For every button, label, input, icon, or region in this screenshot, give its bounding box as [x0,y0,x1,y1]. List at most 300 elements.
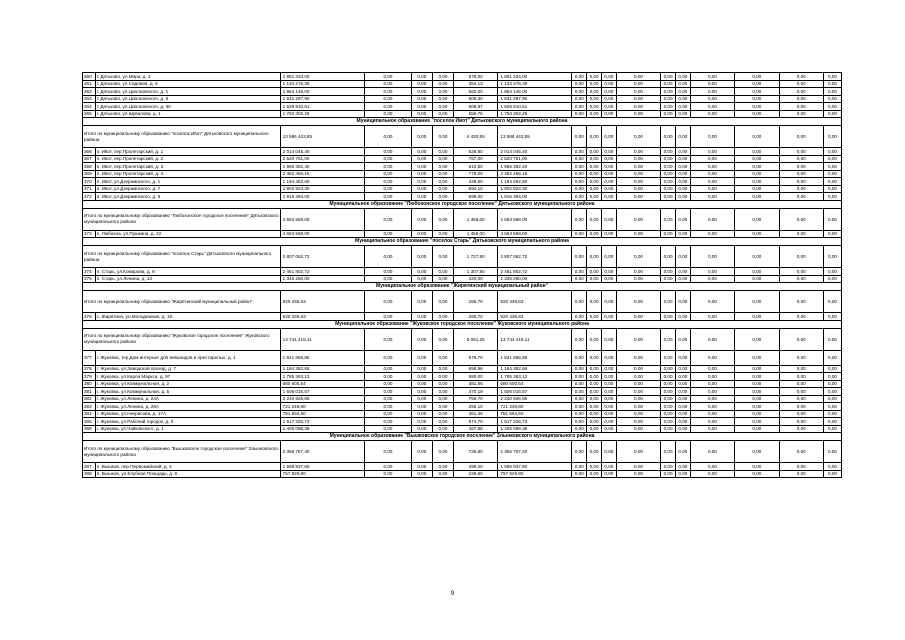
fund-cell: 0,00 [365,350,412,365]
zero-value-cell: 0,00 [616,208,660,230]
budget-cell: 0,00 [411,418,432,426]
zero-value-cell: 0,00 [779,470,823,478]
zero-value-cell: 0,00 [661,126,676,148]
budget-cell: 0,00 [411,80,432,88]
zero-value-cell: 0,00 [823,193,841,201]
zero-value-cell: 0,00 [661,208,676,230]
total-cost-2-cell: 1 783 302,28 [498,110,572,118]
budget-cell: 0,00 [411,463,432,471]
zero-value-cell: 0,00 [823,410,841,418]
row-number: 366 [83,148,96,156]
zero-value-cell: 0,00 [601,185,616,193]
zero-value-cell: 0,00 [675,208,690,230]
area-cell: 4 430,55 [454,126,498,148]
zero-value-cell: 0,00 [587,313,602,321]
zero-value-cell: 0,00 [601,80,616,88]
total-cost-2-cell: 3 807 062,72 [498,246,572,268]
fund-cell: 0,00 [365,103,412,111]
section-title: Муниципальное образование "поселок Ивот" Дятьковского муниципального района [83,118,842,126]
area-cell: 735,80 [454,441,498,463]
budget-cell: 0,00 [411,380,432,388]
zero-value-cell: 0,00 [823,328,841,350]
section-title: Муниципальное образование "Жуковское городское поселение" Жуковского муниципального района [83,320,842,328]
zero-value-cell: 0,00 [779,155,823,163]
table-row [83,365,842,373]
zero-value-cell: 0,00 [779,425,823,433]
zero-value-cell: 0,00 [690,126,734,148]
table-row [83,395,842,403]
zero-value-cell: 0,00 [661,88,676,96]
fund-cell: 0,00 [365,403,412,411]
zero-value-cell: 0,00 [690,80,734,88]
zero-value-cell: 0,00 [587,163,602,171]
zero-value-cell: 0,00 [572,88,587,96]
zero-value-cell: 0,00 [661,463,676,471]
zero-value-cell: 0,00 [601,178,616,186]
budget-cell: 0,00 [411,126,432,148]
area-cell: 361,46 [454,410,498,418]
zero-value-cell: 0,00 [587,441,602,463]
zero-value-cell: 0,00 [675,185,690,193]
zero-value-cell: 0,00 [675,148,690,156]
zero-value-cell: 0,00 [601,88,616,96]
area-cell: 1 456,00 [454,230,498,238]
table-row [83,463,842,471]
zero-value-cell: 0,00 [690,380,734,388]
address-cell: п. Ивот, ул.Дзержинского, д. 7 [95,185,280,193]
zero-value-cell: 0,00 [661,380,676,388]
owner-cell: 0,00 [432,313,453,321]
zero-value-cell: 0,00 [735,470,779,478]
zero-value-cell: 0,00 [823,441,841,463]
zero-value-cell: 0,00 [675,126,690,148]
address-cell: п. Вышков, ул.Клубная Площадь, д. 8 [95,470,280,478]
zero-value-cell: 0,00 [823,80,841,88]
zero-value-cell: 0,00 [616,365,660,373]
zero-value-cell: 0,00 [735,313,779,321]
zero-value-cell: 0,00 [735,95,779,103]
zero-value-cell: 0,00 [661,291,676,313]
zero-value-cell: 0,00 [690,268,734,276]
row-number: 379 [83,373,96,381]
zero-value-cell: 0,00 [779,350,823,365]
area-cell: 582,00 [454,88,498,96]
register-table-body [83,73,842,478]
zero-value-cell: 0,00 [735,170,779,178]
zero-value-cell: 0,00 [572,365,587,373]
zero-value-cell: 0,00 [601,95,616,103]
total-cost-2-cell: 1 345 260,00 [498,275,572,283]
table-row [83,425,842,433]
budget-cell: 0,00 [411,275,432,283]
fund-cell: 0,00 [365,418,412,426]
owner-cell: 0,00 [432,291,453,313]
row-number: 387 [83,463,96,471]
total-cost-2-cell: 1 405 098,38 [498,425,572,433]
zero-value-cell: 0,00 [675,110,690,118]
address-cell: п. Ивот, пер.Пролетарский, д. 1 [95,148,280,156]
zero-value-cell: 0,00 [690,291,734,313]
zero-value-cell: 0,00 [779,80,823,88]
table-row [83,388,842,396]
row-number: 386 [83,425,96,433]
row-number: 372 [83,193,96,201]
zero-value-cell: 0,00 [572,268,587,276]
budget-cell: 0,00 [411,95,432,103]
budget-cell: 0,00 [411,388,432,396]
zero-value-cell: 0,00 [616,291,660,313]
budget-cell: 0,00 [411,73,432,81]
budget-cell: 0,00 [411,350,432,365]
zero-value-cell: 0,00 [616,73,660,81]
table-row [83,275,842,283]
fund-cell: 0,00 [365,230,412,238]
area-cell: 236,60 [454,470,498,478]
zero-value-cell: 0,00 [735,373,779,381]
zero-value-cell: 0,00 [616,155,660,163]
register-table [82,72,842,478]
zero-value-cell: 0,00 [690,73,734,81]
zero-value-cell: 0,00 [601,380,616,388]
total-cost-2-cell: 1 617 326,73 [498,418,572,426]
zero-value-cell: 0,00 [735,418,779,426]
subtotal-row [83,208,842,230]
owner-cell: 0,00 [432,95,453,103]
zero-value-cell: 0,00 [823,73,841,81]
zero-value-cell: 0,00 [735,291,779,313]
zero-value-cell: 0,00 [735,350,779,365]
zero-value-cell: 0,00 [823,126,841,148]
section-title: Муниципальное образование "Вышковское городское поселение" Злынковского муниципального района [83,433,842,441]
zero-value-cell: 0,00 [572,155,587,163]
zero-value-cell: 0,00 [601,418,616,426]
area-cell: 556,76 [454,110,498,118]
table-row [83,193,842,201]
section-header-row [83,238,842,246]
row-number: 364 [83,103,96,111]
zero-value-cell: 0,00 [661,470,676,478]
budget-cell: 0,00 [411,155,432,163]
area-cell: 354,13 [454,80,498,88]
area-cell: 1 727,80 [454,246,498,268]
zero-value-cell: 0,00 [616,163,660,171]
total-cost-cell: 721 249,80 [280,403,365,411]
subtotal-label: Итого по муниципальному образованию "поселок Ивот" Дятьковского муниципального района [83,126,281,148]
zero-value-cell: 0,00 [735,155,779,163]
total-cost-2-cell: 1 821 856,85 [498,350,572,365]
register-table-container [82,72,842,478]
zero-value-cell: 0,00 [735,388,779,396]
zero-value-cell: 0,00 [779,110,823,118]
zero-value-cell: 0,00 [823,103,841,111]
fund-cell: 0,00 [365,155,412,163]
budget-cell: 0,00 [411,470,432,478]
zero-value-cell: 0,00 [690,208,734,230]
table-row [83,185,842,193]
row-number: 361 [83,80,96,88]
owner-cell: 0,00 [432,148,453,156]
total-cost-cell: 1 915 394,00 [280,193,365,201]
zero-value-cell: 0,00 [601,328,616,350]
zero-value-cell: 0,00 [779,403,823,411]
table-row [83,80,842,88]
row-number: 365 [83,110,96,118]
zero-value-cell: 0,00 [779,193,823,201]
row-number: 388 [83,470,96,478]
zero-value-cell: 0,00 [690,418,734,426]
zero-value-cell: 0,00 [616,441,660,463]
zero-value-cell: 0,00 [735,230,779,238]
zero-value-cell: 0,00 [823,95,841,103]
zero-value-cell: 0,00 [587,365,602,373]
zero-value-cell: 0,00 [735,163,779,171]
total-cost-cell: 781 594,50 [280,410,365,418]
zero-value-cell: 0,00 [823,350,841,365]
zero-value-cell: 0,00 [690,103,734,111]
zero-value-cell: 0,00 [675,193,690,201]
zero-value-cell: 0,00 [823,470,841,478]
budget-cell: 0,00 [411,110,432,118]
total-cost-2-cell: 2 240 926,85 [498,395,572,403]
zero-value-cell: 0,00 [601,268,616,276]
zero-value-cell: 0,00 [572,163,587,171]
zero-value-cell: 0,00 [779,395,823,403]
zero-value-cell: 0,00 [675,425,690,433]
address-cell: г. Жуковка, ул.Коммунальная, д. 5 [95,388,280,396]
row-number: 381 [83,388,96,396]
fund-cell: 0,00 [365,313,412,321]
budget-cell: 0,00 [411,178,432,186]
owner-cell: 0,00 [432,155,453,163]
fund-cell: 0,00 [365,470,412,478]
total-cost-2-cell: 2 461 802,72 [498,268,572,276]
fund-cell: 0,00 [365,410,412,418]
zero-value-cell: 0,00 [779,170,823,178]
total-cost-cell: 1 956 392,40 [280,163,365,171]
address-cell: п. Ивот, пер.Пролетарский, д. 3 [95,163,280,171]
area-cell: 775,05 [454,170,498,178]
fund-cell: 0,00 [365,95,412,103]
zero-value-cell: 0,00 [735,246,779,268]
zero-value-cell: 0,00 [823,395,841,403]
budget-cell: 0,00 [411,395,432,403]
zero-value-cell: 0,00 [779,246,823,268]
fund-cell: 0,00 [365,441,412,463]
page-number: 9 [450,591,455,597]
zero-value-cell: 0,00 [735,380,779,388]
zero-value-cell: 0,00 [587,403,602,411]
address-cell: п. Любохна, ул.Пушкина, д. 22 [95,230,280,238]
budget-cell: 0,00 [411,148,432,156]
zero-value-cell: 0,00 [616,275,660,283]
total-cost-2-cell: 2 482 465,15 [498,170,572,178]
area-cell: 5 061,25 [454,328,498,350]
zero-value-cell: 0,00 [601,388,616,396]
zero-value-cell: 0,00 [675,291,690,313]
zero-value-cell: 0,00 [823,463,841,471]
zero-value-cell: 0,00 [823,275,841,283]
fund-cell: 0,00 [365,380,412,388]
total-cost-cell: 1 631 287,90 [280,95,365,103]
zero-value-cell: 0,00 [675,275,690,283]
zero-value-cell: 0,00 [823,170,841,178]
address-cell: г. Жуковка, ул.Чайковского, д. 1 [95,425,280,433]
total-cost-2-cell: 13 986 443,85 [498,126,572,148]
zero-value-cell: 0,00 [601,425,616,433]
total-cost-cell: 1 598 937,60 [280,463,365,471]
owner-cell: 0,00 [432,328,453,350]
zero-value-cell: 0,00 [616,380,660,388]
fund-cell: 0,00 [365,275,412,283]
address-cell: г. Дятьково, ул.Шувалова, д. 1 [95,110,280,118]
subtotal-label: Итого по муниципальному образованию "Любохонское городское поселение" Дятьковского муниципального района [83,208,281,230]
fund-cell: 0,00 [365,365,412,373]
zero-value-cell: 0,00 [601,365,616,373]
fund-cell: 0,00 [365,185,412,193]
zero-value-cell: 0,00 [661,313,676,321]
address-cell: п. Ивот, ул.Дзержинского, д. 9 [95,193,280,201]
zero-value-cell: 0,00 [675,365,690,373]
zero-value-cell: 0,00 [572,103,587,111]
table-row [83,103,842,111]
zero-value-cell: 0,00 [735,126,779,148]
zero-value-cell: 0,00 [572,230,587,238]
owner-cell: 0,00 [432,425,453,433]
table-row [83,403,842,411]
zero-value-cell: 0,00 [690,365,734,373]
zero-value-cell: 0,00 [616,95,660,103]
table-row [83,230,842,238]
address-cell: п. Старь, ул.Комарова, д. 8 [95,268,280,276]
zero-value-cell: 0,00 [616,193,660,201]
total-cost-2-cell: 1 851 334,00 [498,73,572,81]
zero-value-cell: 0,00 [616,103,660,111]
zero-value-cell: 0,00 [587,291,602,313]
zero-value-cell: 0,00 [572,193,587,201]
total-cost-2-cell: 1 631 287,90 [498,95,572,103]
zero-value-cell: 0,00 [587,373,602,381]
zero-value-cell: 0,00 [572,246,587,268]
zero-value-cell: 0,00 [675,230,690,238]
zero-value-cell: 0,00 [616,88,660,96]
zero-value-cell: 0,00 [601,313,616,321]
zero-value-cell: 0,00 [587,88,602,96]
area-cell: 1 456,00 [454,208,498,230]
zero-value-cell: 0,00 [587,155,602,163]
area-cell: 628,80 [454,148,498,156]
total-cost-cell: 2 356 767,40 [280,441,365,463]
zero-value-cell: 0,00 [675,388,690,396]
owner-cell: 0,00 [432,170,453,178]
budget-cell: 0,00 [411,291,432,313]
zero-value-cell: 0,00 [735,395,779,403]
zero-value-cell: 0,00 [661,230,676,238]
zero-value-cell: 0,00 [735,73,779,81]
budget-cell: 0,00 [411,365,432,373]
zero-value-cell: 0,00 [587,170,602,178]
address-cell: г. Дятьково, ул.Циолковского, д. 30 [95,103,280,111]
zero-value-cell: 0,00 [572,178,587,186]
owner-cell: 0,00 [432,88,453,96]
area-cell: 509,30 [454,95,498,103]
zero-value-cell: 0,00 [675,470,690,478]
fund-cell: 0,00 [365,425,412,433]
zero-value-cell: 0,00 [675,73,690,81]
area-cell: 1 307,80 [454,268,498,276]
zero-value-cell: 0,00 [690,246,734,268]
address-cell: г. Жуковка, ул.Некрасова, д. 17А [95,410,280,418]
zero-value-cell: 0,00 [587,350,602,365]
budget-cell: 0,00 [411,208,432,230]
area-cell: 690,00 [454,373,498,381]
address-cell: г. Жуковка, ул.Рабочий городок, д. 3 [95,418,280,426]
zero-value-cell: 0,00 [823,291,841,313]
section-header-row [83,200,842,208]
row-number: 384 [83,410,96,418]
zero-value-cell: 0,00 [735,410,779,418]
zero-value-cell: 0,00 [675,373,690,381]
zero-value-cell: 0,00 [823,155,841,163]
row-number: 371 [83,185,96,193]
zero-value-cell: 0,00 [661,403,676,411]
total-cost-2-cell: 1 629 910,61 [498,103,572,111]
total-cost-cell: 920 436,63 [280,291,365,313]
zero-value-cell: 0,00 [779,275,823,283]
zero-value-cell: 0,00 [735,275,779,283]
zero-value-cell: 0,00 [779,380,823,388]
zero-value-cell: 0,00 [587,208,602,230]
zero-value-cell: 0,00 [587,185,602,193]
total-cost-2-cell: 1 134 278,39 [498,80,572,88]
zero-value-cell: 0,00 [661,155,676,163]
zero-value-cell: 0,00 [601,395,616,403]
total-cost-cell: 1 506 016,57 [280,388,365,396]
zero-value-cell: 0,00 [779,178,823,186]
zero-value-cell: 0,00 [823,185,841,193]
zero-value-cell: 0,00 [587,470,602,478]
area-cell: 265,70 [454,313,498,321]
zero-value-cell: 0,00 [779,388,823,396]
section-header-row [83,320,842,328]
zero-value-cell: 0,00 [601,291,616,313]
area-cell: 598,00 [454,193,498,201]
area-cell: 759,70 [454,395,498,403]
zero-value-cell: 0,00 [675,88,690,96]
row-number: 380 [83,380,96,388]
row-number: 367 [83,155,96,163]
zero-value-cell: 0,00 [572,410,587,418]
zero-value-cell: 0,00 [587,425,602,433]
zero-value-cell: 0,00 [661,425,676,433]
area-cell: 610,80 [454,163,498,171]
subtotal-label: Итого по муниципальному образованию "Жуковское городское поселение" Жуковского муниципального района [83,328,281,350]
total-cost-cell: 1 134 278,39 [280,80,365,88]
total-cost-cell: 1 902 923,30 [280,185,365,193]
zero-value-cell: 0,00 [572,470,587,478]
total-cost-2-cell: 781 594,50 [498,410,572,418]
zero-value-cell: 0,00 [690,410,734,418]
zero-value-cell: 0,00 [779,103,823,111]
total-cost-cell: 1 864 146,00 [280,88,365,96]
zero-value-cell: 0,00 [779,313,823,321]
total-cost-2-cell: 757 829,80 [498,470,572,478]
zero-value-cell: 0,00 [690,350,734,365]
zero-value-cell: 0,00 [572,291,587,313]
total-cost-cell: 1 785 363,13 [280,373,365,381]
zero-value-cell: 0,00 [661,350,676,365]
zero-value-cell: 0,00 [661,246,676,268]
zero-value-cell: 0,00 [601,441,616,463]
